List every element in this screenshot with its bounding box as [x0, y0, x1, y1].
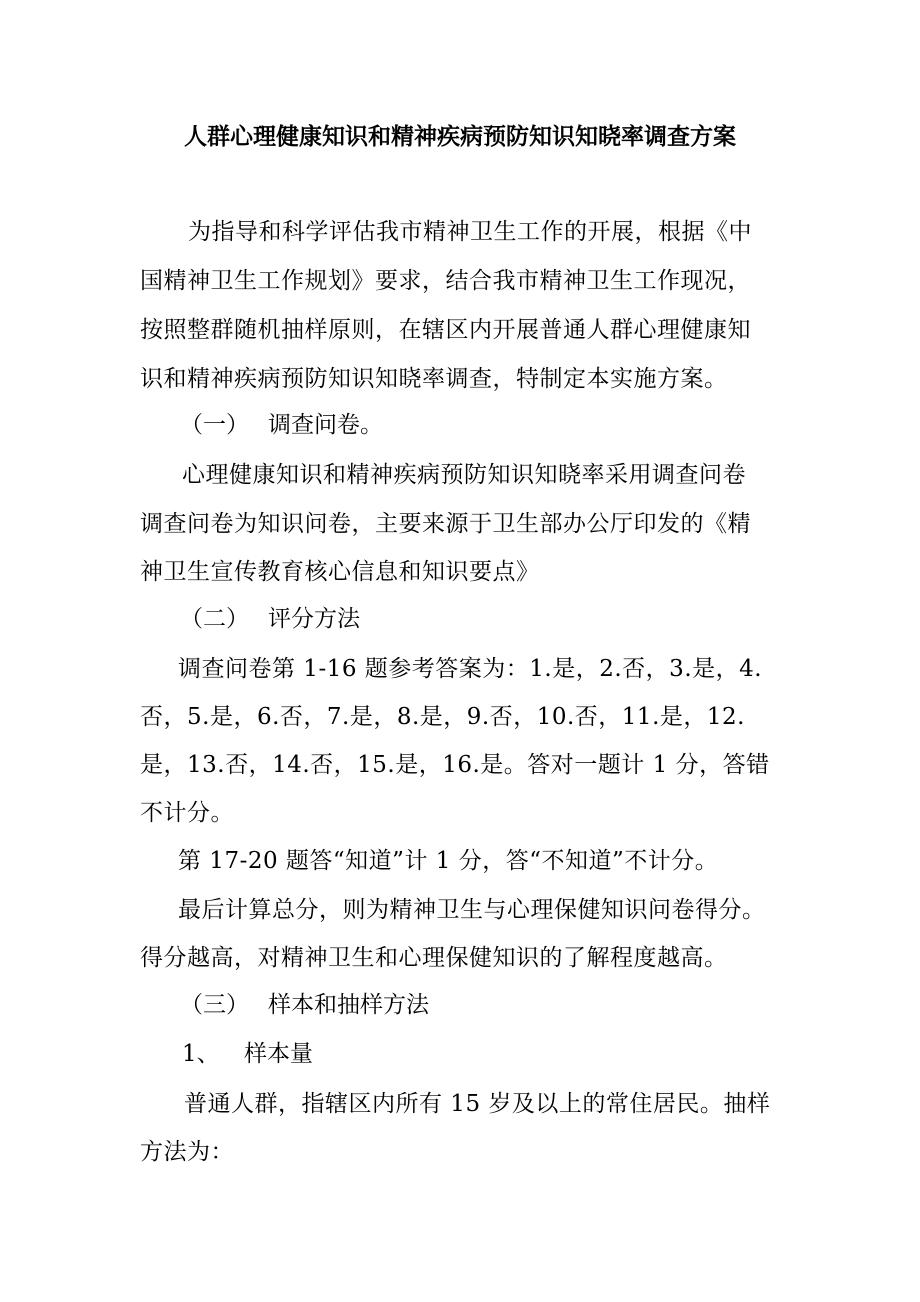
- section-2-title: 评分方法: [268, 606, 360, 632]
- intro-line-2: 国精神卫生工作规划》要求，结合我市精神卫生工作现况，: [140, 268, 751, 294]
- section-2-line-5: 第 17-20 题答“知道”计 1 分，答“不知道”不计分。: [178, 848, 719, 874]
- section-2-heading: [180, 605, 360, 633]
- section-1-line-2: 调查问卷为知识问卷，主要来源于卫生部办公厅印发的《精: [140, 511, 751, 537]
- section-3-line-1: 普通人群，指辖区内所有 15 岁及以上的常住居民。抽样: [184, 1091, 771, 1117]
- section-1-heading: [180, 411, 383, 439]
- section-2-line-3: 是，13.否，14.否，15.是，16.是。答对一题计 1 分，答错: [140, 752, 770, 778]
- section-3-line-2: 方法为：: [140, 1139, 234, 1165]
- section-2-line-1: 调查问卷第 1-16 题参考答案为：1.是，2.否，3.是，4.: [178, 656, 763, 682]
- document-title: 人群心理健康知识和精神疾病预防知识知晓率调查方案: [184, 124, 736, 150]
- section-2-line-7: 得分越高，对精神卫生和心理保健知识的了解程度越高。: [140, 945, 728, 971]
- intro-line-4: 识和精神疾病预防知识知晓率调查，特制定本实施方案。: [140, 366, 728, 392]
- section-2-line-4: 不计分。: [140, 800, 234, 826]
- section-2-line-6: 最后计算总分，则为精神卫生与心理保健知识问卷得分。: [178, 897, 766, 923]
- section-3-sub-1-heading: [182, 1040, 313, 1068]
- section-1-title: 调查问卷。: [268, 412, 383, 438]
- section-3-title: 样本和抽样方法: [268, 992, 429, 1018]
- section-1-line-1: 心理健康知识和精神疾病预防知识知晓率采用调查问卷: [182, 462, 746, 488]
- section-2-line-2: 否，5.是，6.否，7.是，8.是，9.否，10.否，11.是，12.: [140, 704, 745, 730]
- section-3-sub-1-title: 样本量: [244, 1041, 313, 1067]
- section-3-sub-1-number: 1、: [182, 1041, 220, 1067]
- section-3-heading: [180, 991, 429, 1019]
- section-1-line-3: 神卫生宣传教育核心信息和知识要点》: [140, 559, 540, 585]
- section-3-number: （三）: [180, 992, 249, 1018]
- section-2-number: （二）: [180, 606, 249, 632]
- intro-line-3: 按照整群随机抽样原则，在辖区内开展普通人群心理健康知: [140, 317, 751, 343]
- section-1-number: （一）: [180, 412, 249, 438]
- intro-line-1: 为指导和科学评估我市精神卫生工作的开展，根据《中: [188, 219, 752, 245]
